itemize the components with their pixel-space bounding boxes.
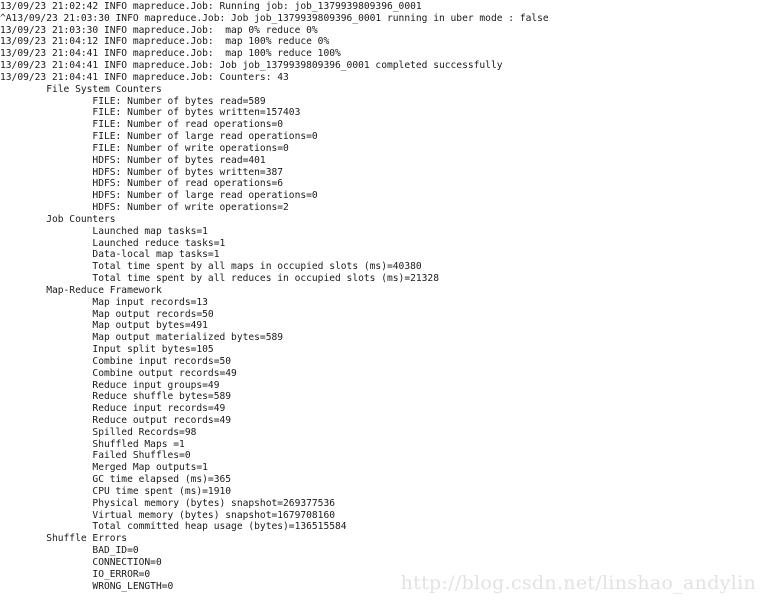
log-line: BAD_ID=0 <box>0 545 139 557</box>
log-line: 13/09/23 21:04:41 INFO mapreduce.Job: map 100% reduce 100% <box>0 48 341 60</box>
log-line: File System Counters <box>0 83 162 95</box>
log-line: 13/09/23 21:02:42 INFO mapreduce.Job: Running job: job_1379939809396_0001 <box>0 1 422 12</box>
log-line: HDFS: Number of write operations=2 <box>0 202 289 214</box>
log-line: Launched map tasks=1 <box>0 225 208 237</box>
log-line: Map output bytes=491 <box>0 320 208 332</box>
log-line: Shuffled Maps =1 <box>0 438 185 450</box>
log-line: FILE: Number of bytes read=589 <box>0 95 266 107</box>
log-line: Data-local map tasks=1 <box>0 249 220 261</box>
log-line: HDFS: Number of read operations=6 <box>0 178 284 190</box>
log-line: Reduce input records=49 <box>0 403 226 415</box>
log-line: GC time elapsed (ms)=365 <box>0 474 232 486</box>
log-line: Virtual memory (bytes) snapshot=1679708160 <box>0 509 336 521</box>
log-line: IO_ERROR=0 <box>0 568 151 580</box>
log-line: FILE: Number of write operations=0 <box>0 142 289 154</box>
log-line: Shuffle Errors <box>0 533 128 545</box>
log-line: Map output records=50 <box>0 308 214 320</box>
log-line: Reduce shuffle bytes=589 <box>0 391 232 403</box>
log-line: 13/09/23 21:04:41 INFO mapreduce.Job: Counters: 43 <box>0 71 289 83</box>
log-line: Merged Map outputs=1 <box>0 462 208 474</box>
watermark: http://blog.csdn.net/linshao_andylin <box>400 572 756 594</box>
log-line: FILE: Number of large read operations=0 <box>0 131 318 143</box>
log-line: Combine input records=50 <box>0 355 232 367</box>
log-line: CONNECTION=0 <box>0 556 162 568</box>
terminal-output <box>0 1 766 599</box>
log-line: Total committed heap usage (bytes)=136515584 <box>0 521 347 533</box>
log-line: Total time spent by all reduces in occupied slots (ms)=21328 <box>0 273 439 285</box>
log-line: Combine output records=49 <box>0 367 237 379</box>
log-line: WRONG_LENGTH=0 <box>0 580 174 592</box>
log-line: Launched reduce tasks=1 <box>0 237 226 249</box>
log-line: CPU time spent (ms)=1910 <box>0 485 232 497</box>
log-line: Physical memory (bytes) snapshot=269377536 <box>0 497 336 509</box>
log-line: HDFS: Number of bytes written=387 <box>0 166 284 178</box>
log-line: ^A13/09/23 21:03:30 INFO mapreduce.Job: Job job_1379939809396_0001 running in uber mode : false <box>0 12 549 24</box>
log-line: Reduce output records=49 <box>0 414 232 426</box>
log-line: HDFS: Number of large read operations=0 <box>0 190 318 202</box>
log-line: Map-Reduce Framework <box>0 284 162 296</box>
log-line: Reduce input groups=49 <box>0 379 220 391</box>
log-line: Total time spent by all maps in occupied slots (ms)=40380 <box>0 261 422 273</box>
log-line: Map input records=13 <box>0 296 208 308</box>
log-line: 13/09/23 21:04:12 INFO mapreduce.Job: map 100% reduce 0% <box>0 36 330 48</box>
log-line: FILE: Number of read operations=0 <box>0 119 284 131</box>
log-line: Map output materialized bytes=589 <box>0 332 284 344</box>
log-line: Input split bytes=105 <box>0 344 214 356</box>
log-line: HDFS: Number of bytes read=401 <box>0 154 266 166</box>
log-line: FILE: Number of bytes written=157403 <box>0 107 301 119</box>
log-line: Job Counters <box>0 213 116 225</box>
log-line: 13/09/23 21:03:30 INFO mapreduce.Job: map 0% reduce 0% <box>0 24 318 36</box>
log-line: 13/09/23 21:04:41 INFO mapreduce.Job: Job job_1379939809396_0001 completed successfully <box>0 60 503 72</box>
log-line: Spilled Records=98 <box>0 426 197 438</box>
log-line: Failed Shuffles=0 <box>0 450 191 462</box>
